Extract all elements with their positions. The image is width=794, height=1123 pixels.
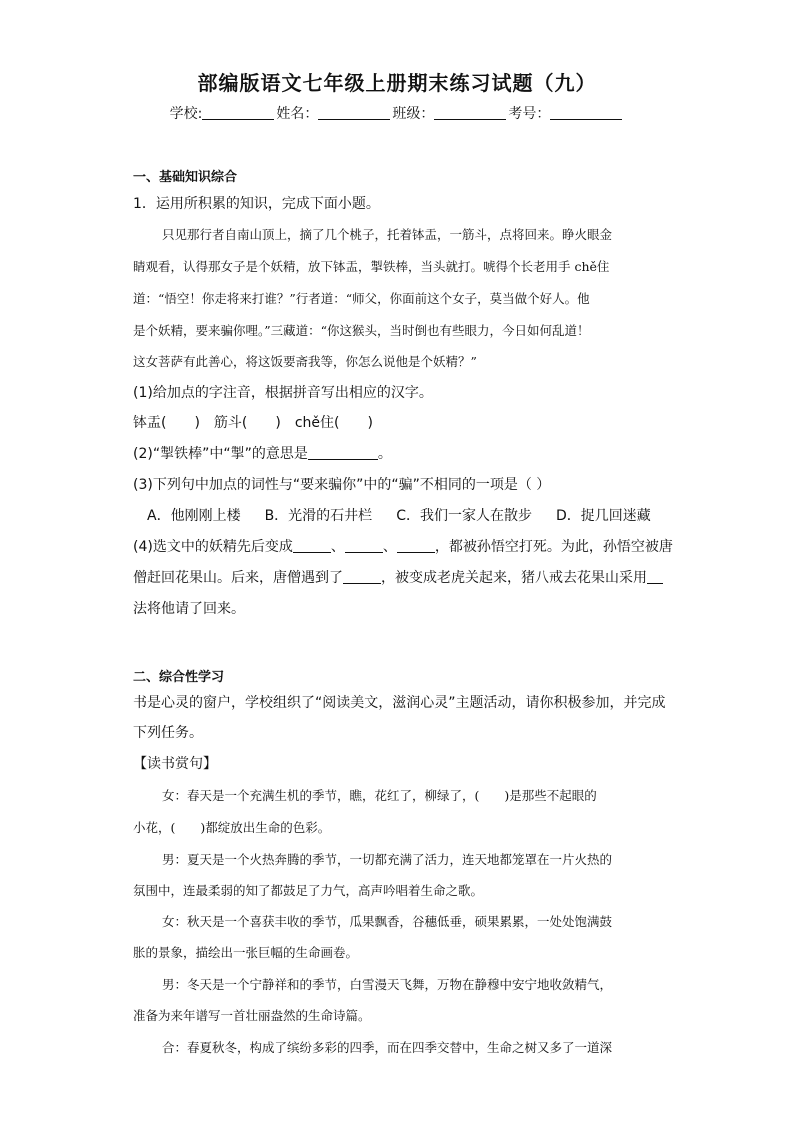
school-field[interactable] bbox=[202, 105, 274, 120]
question1-stem: 1．运用所积累的知识，完成下面小题。 bbox=[133, 196, 380, 212]
answer-blank[interactable] bbox=[343, 569, 381, 584]
section2-intro: 书是心灵的窗户，学校组织了“阅读美文，滋润心灵”主题活动，请你积极参加，并完成 bbox=[133, 695, 666, 711]
page-title: 部编版语文七年级上册期末练习试题（九） bbox=[197, 71, 597, 95]
section2-intro: 下列任务。 bbox=[133, 725, 203, 741]
exam-no-label: 考号： bbox=[508, 106, 551, 122]
dialogue-line: 胀的景象，描绘出一张巨幅的生命画卷。 bbox=[133, 945, 359, 960]
name-field[interactable] bbox=[318, 105, 390, 120]
name-label: 姓名： bbox=[276, 106, 319, 122]
passage-line: 睛观看，认得那女子是个妖精，放下钵盂，掣铁棒，当头就打。唬得个长老用手 chě住 bbox=[133, 259, 610, 274]
reading-subheading: 【读书赏句】 bbox=[133, 756, 217, 772]
option-a[interactable]: A．他刚刚上楼 bbox=[147, 508, 241, 524]
option-d[interactable]: D．捉几回迷藏 bbox=[555, 508, 651, 524]
subquestion-1: (1)给加点的字注音，根据拼音写出相应的汉字。 bbox=[133, 385, 433, 401]
subquestion-4-line3: 法将他请了回来。 bbox=[133, 601, 245, 617]
subquestion-4-text: (4)选文中的妖精先后变成 bbox=[133, 539, 293, 555]
passage-line: 是个妖精，要来骗你哩。”三藏道：“你这猴头，当时倒也有些眼力，今日如何乱道！ bbox=[133, 323, 590, 338]
dialogue-line: 氛围中，连最柔弱的知了都鼓足了力气，高声吟唱着生命之歌。 bbox=[133, 883, 484, 898]
student-info-line bbox=[0, 103, 794, 123]
class-label: 班级： bbox=[392, 106, 435, 122]
answer-blank[interactable] bbox=[345, 538, 383, 553]
separator: 、 bbox=[330, 539, 345, 555]
passage-line: 这女菩萨有此善心，将这饭要斋我等，你怎么说他是个妖精？” bbox=[133, 354, 477, 369]
answer-blank[interactable] bbox=[397, 538, 435, 553]
answer-blank[interactable] bbox=[293, 538, 331, 553]
school-label: 学校: bbox=[169, 106, 203, 122]
subquestion-2 bbox=[133, 443, 392, 463]
option-b[interactable]: B．光滑的石井栏 bbox=[264, 508, 373, 524]
subquestion-2-text: (2)“掣铁棒”中“掣”的意思是 bbox=[133, 446, 308, 462]
passage-line: 只见那行者自南山顶上，摘了几个桃子，托着钵盂，一筋斗，点将回来。睁火眼金 bbox=[162, 227, 613, 242]
answer-blank[interactable] bbox=[308, 445, 378, 460]
dialogue-line: 男：夏天是一个火热奔腾的季节，一切都充满了活力，连天地都笼罩在一片火热的 bbox=[162, 852, 613, 867]
dialogue-line: 女：春天是一个充满生机的季节，瞧，花红了，柳绿了，( )是那些不起眼的 bbox=[162, 788, 597, 803]
dialogue-line: 女：秋天是一个喜获丰收的季节，瓜果飘香，谷穗低垂，硕果累累，一处处饱满鼓 bbox=[162, 914, 613, 929]
class-field[interactable] bbox=[434, 105, 506, 120]
exam-no-field[interactable] bbox=[550, 105, 622, 120]
subquestion-1-items: 钵盂( ) 筋斗( ) chě住( ) bbox=[133, 415, 373, 431]
section1-heading: 一、基础知识综合 bbox=[133, 170, 238, 185]
subquestion-2-end: 。 bbox=[377, 446, 392, 462]
subquestion-4-text: ，被变成老虎关起来，猪八戒去花果山采用 bbox=[381, 570, 647, 586]
subquestion-4-line2 bbox=[133, 567, 663, 587]
subquestion-3: (3)下列句中加点的词性与“要来骗你”中的“骗”不相同的一项是（ ） bbox=[133, 477, 551, 493]
passage-line: 道：“悟空！你走将来打谁？”行者道：“师父，你面前这个女子，莫当做个好人。他 bbox=[133, 291, 590, 306]
dialogue-line: 小花，( )都绽放出生命的色彩。 bbox=[133, 820, 331, 835]
answer-blank[interactable] bbox=[647, 569, 663, 584]
subquestion-4-text: ，都被孙悟空打死。为此，孙悟空被唐 bbox=[434, 539, 673, 555]
subquestion-4-text: 僧赶回花果山。后来，唐僧遇到了 bbox=[133, 570, 343, 586]
dialogue-line: 准备为来年谱写一首壮丽盎然的生命诗篇。 bbox=[133, 1008, 371, 1023]
section2-heading: 二、综合性学习 bbox=[133, 670, 225, 685]
dialogue-line: 男：冬天是一个宁静祥和的季节，白雪漫天飞舞，万物在静穆中安宁地收敛精气， bbox=[162, 977, 613, 992]
subquestion-4-line1 bbox=[133, 536, 673, 556]
dialogue-line: 合：春夏秋冬，构成了缤纷多彩的四季，而在四季交替中，生命之树又多了一道深 bbox=[162, 1040, 613, 1055]
separator: 、 bbox=[382, 539, 397, 555]
option-c[interactable]: C．我们一家人在散步 bbox=[396, 508, 532, 524]
subquestion-3-options bbox=[147, 505, 651, 525]
